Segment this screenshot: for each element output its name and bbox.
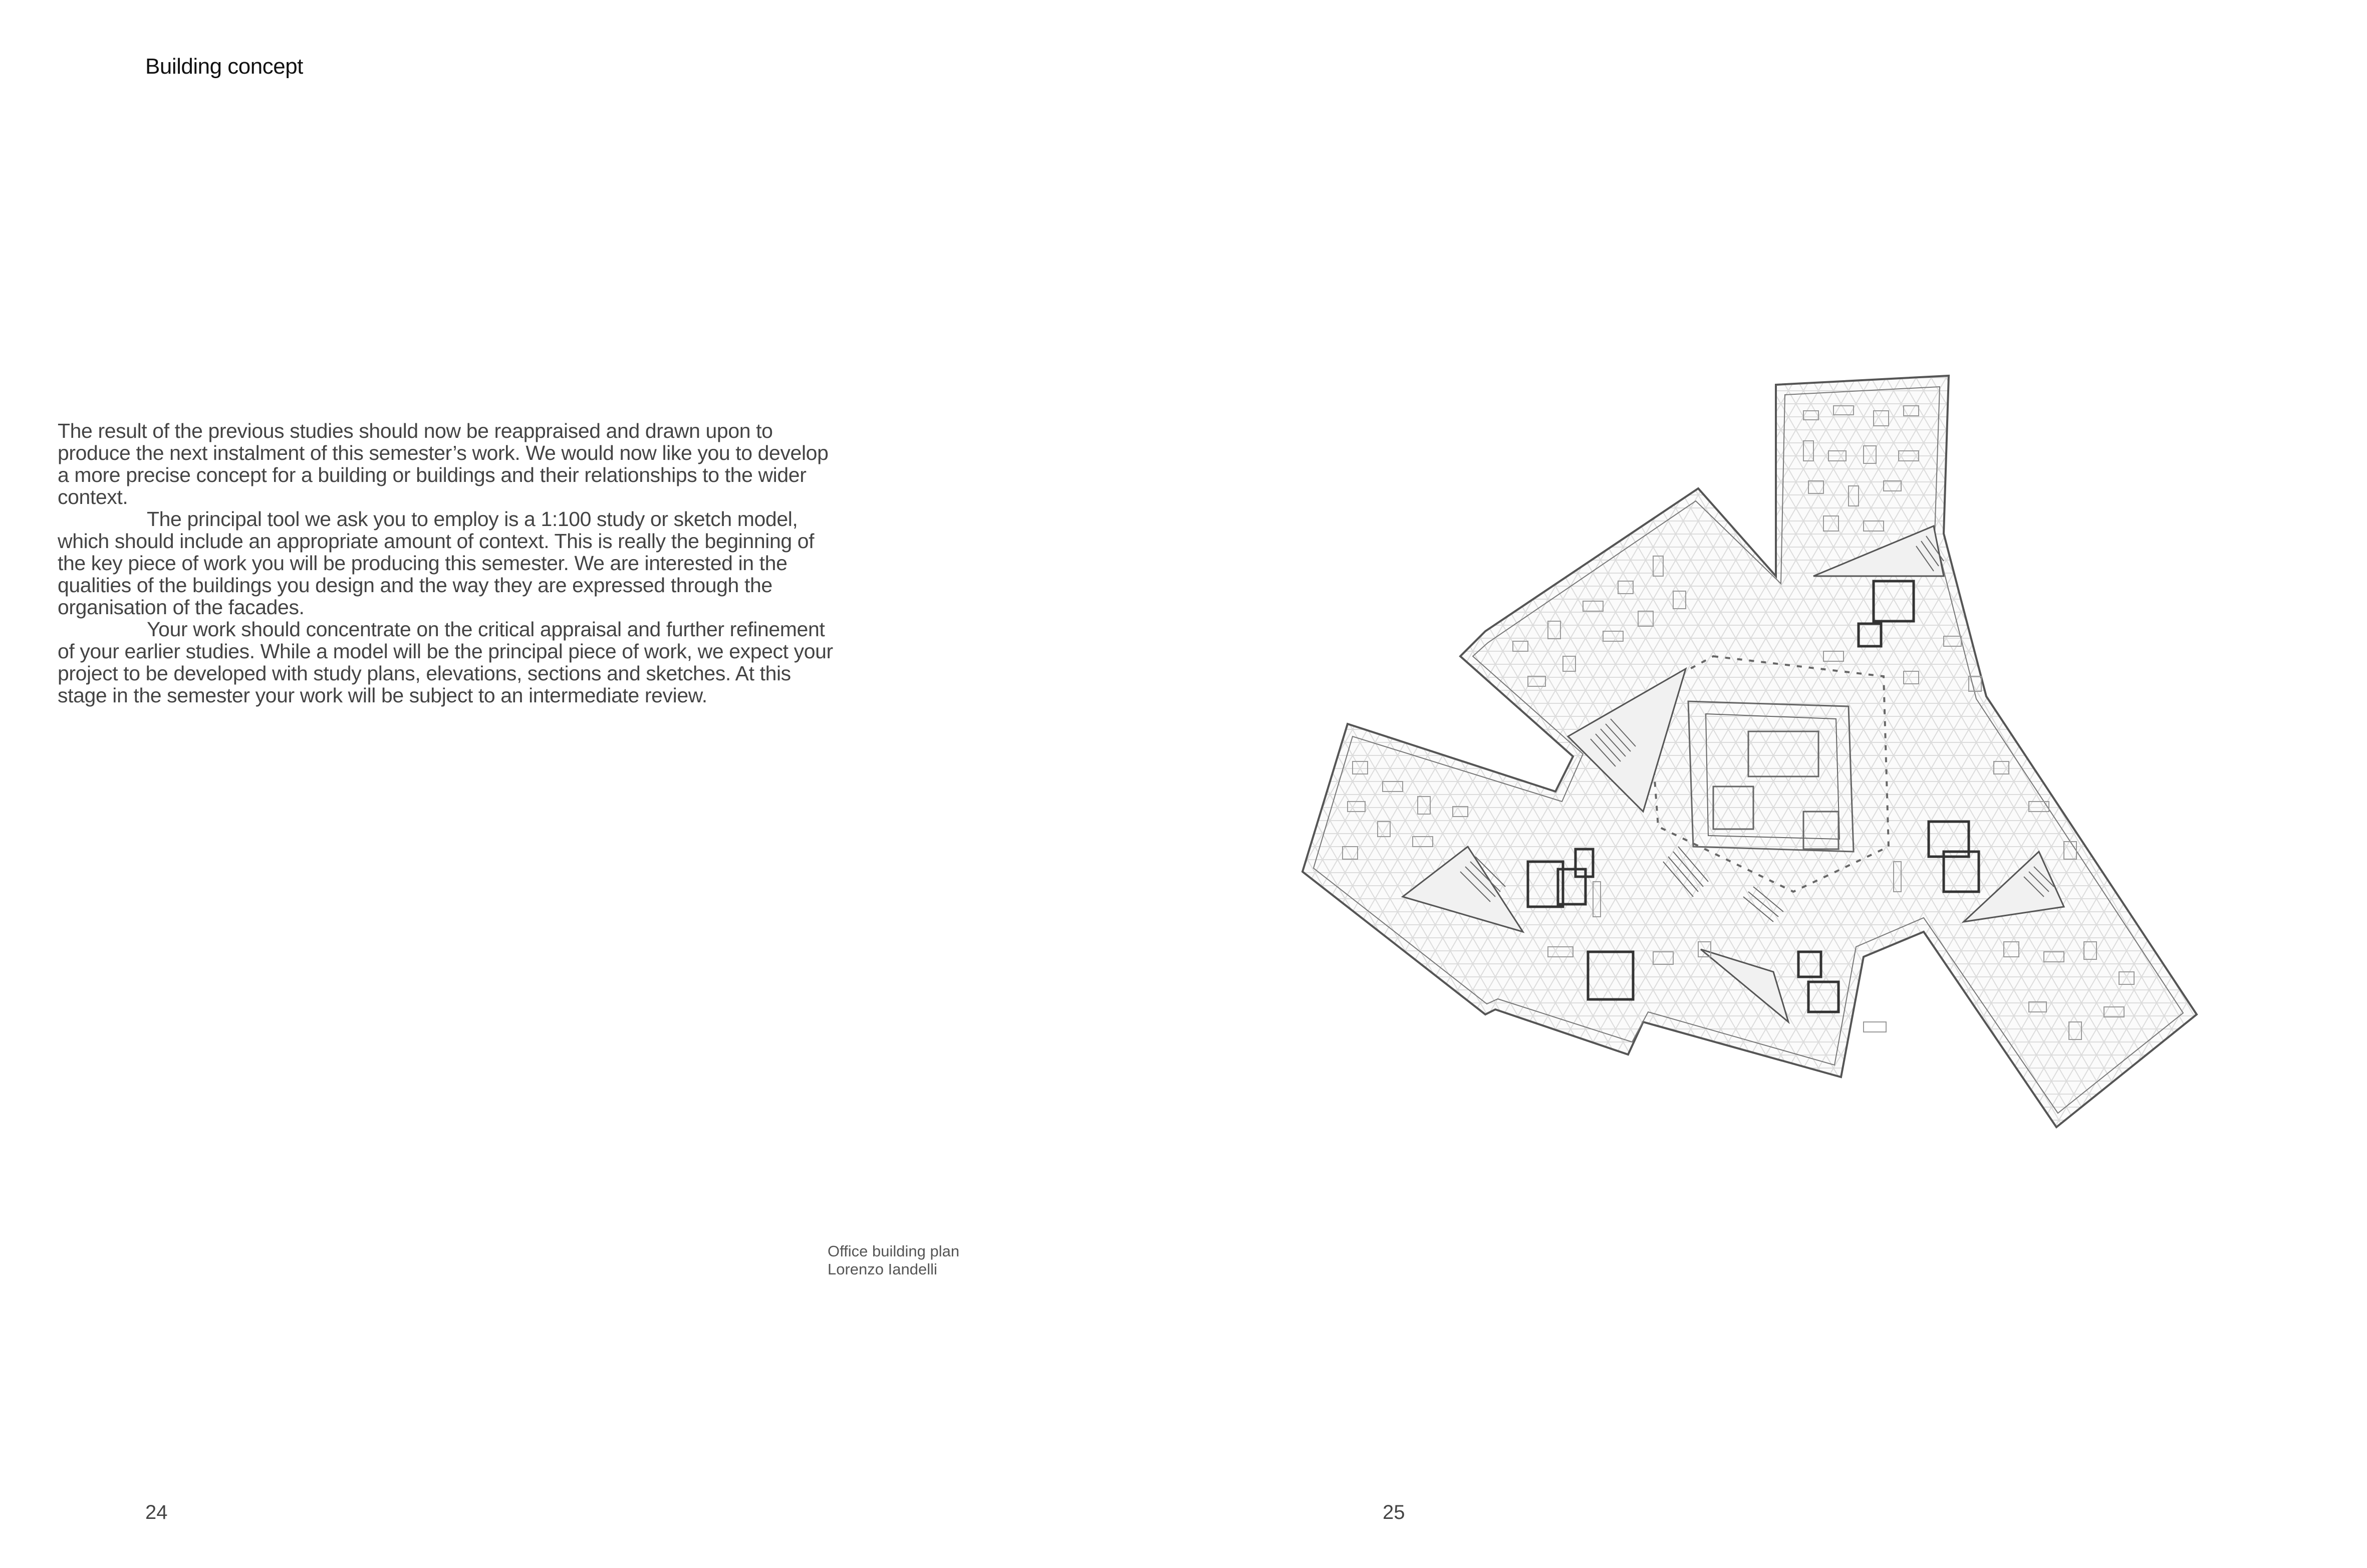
caption-title: Office building plan (828, 1242, 960, 1260)
paragraph-2: The principal tool we ask you to employ is a 1:100 study or sketch model, which should include an appropriate amount of context. This is really the beginning of the key piece of work you will be producing this semester. We are interested in the qualities of the buildings you design and the way they are expressed through the organisation of the facades. (58, 507, 815, 619)
caption-author: Lorenzo Iandelli (828, 1260, 937, 1278)
figure-caption (828, 1242, 959, 1278)
page-number-right: 25 (1383, 1501, 1405, 1523)
page-number-left: 24 (145, 1501, 168, 1523)
paragraph-1: The result of the previous studies should now be reappraised and drawn upon to produce the next instalment of this semester’s work. We would now like you to develop a more precise concept for a building or buildings and their relationships to the wider context. (58, 419, 829, 508)
body-text (58, 420, 834, 706)
page-heading: Building concept (145, 54, 303, 79)
office-building-plan-drawing (1292, 361, 2214, 1142)
paragraph-3: Your work should concentrate on the critical appraisal and further refinement of your earlier studies. While a model will be the principal piece of work, we expect your project to be developed with study plans, elevations, sections and sketches. At this stage in the semester your work will be subject to an intermediate review. (58, 618, 833, 707)
